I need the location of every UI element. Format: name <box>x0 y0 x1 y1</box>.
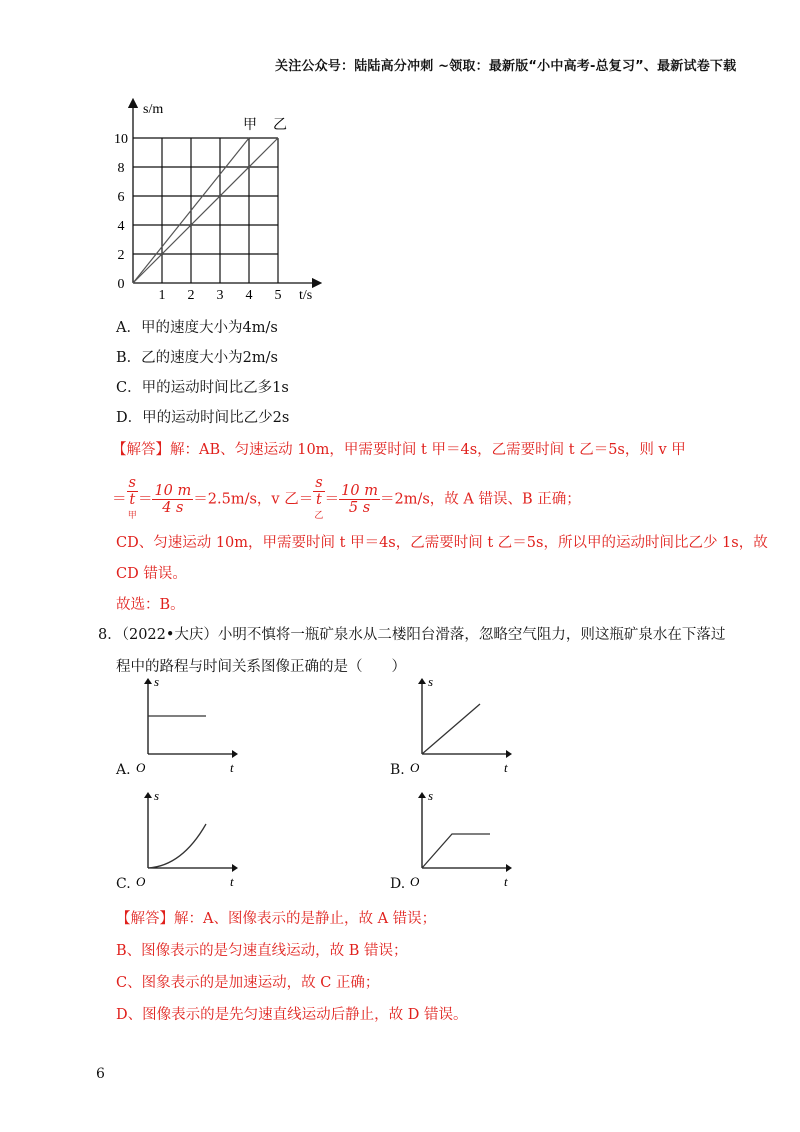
graph-t-arrow <box>232 750 238 758</box>
graph-s-arrow <box>418 678 426 684</box>
line-label-yi: 乙 <box>273 118 287 133</box>
graph-t-arrow <box>506 750 512 758</box>
q8-graph-d <box>406 786 526 896</box>
y-tick-label: 0 <box>117 277 125 292</box>
graph-d-line <box>422 834 490 868</box>
graph-t-arrow <box>232 864 238 872</box>
graph-origin-label: O <box>410 874 420 889</box>
q7-option-d: D．甲的运动时间比乙少2s <box>116 410 290 426</box>
q7-answer-line4: CD 错误。 <box>116 566 187 582</box>
graph-t-label: t <box>504 760 508 775</box>
q8-graph-b <box>406 672 526 782</box>
q7-option-b: B．乙的速度大小为2m/s <box>116 350 278 366</box>
page-header: 关注公众号：陆陆高分冲刺 ~领取：最新版“小中高考-总复习”、最新试卷下载 <box>275 59 737 74</box>
graph-s-label: s <box>154 788 160 803</box>
q8-answer-line3: C、图象表示的是加速运动，故 C 正确； <box>116 975 380 991</box>
graph-s-label: s <box>428 788 434 803</box>
graph-origin-label: O <box>410 760 420 775</box>
x-tick-label: 1 <box>158 288 166 303</box>
q8-graph-c <box>132 786 252 896</box>
q7-answer-line5: 故选：B。 <box>116 597 185 613</box>
graph-s-arrow <box>418 792 426 798</box>
graph-c-curve <box>148 824 206 868</box>
x-axis-label: t/s <box>299 288 313 303</box>
y-tick-label: 2 <box>117 248 125 263</box>
q8-option-b-label: B. <box>390 762 405 778</box>
q7-st-graph <box>105 95 335 305</box>
y-tick-label: 4 <box>117 219 125 234</box>
page-number: 6 <box>96 1066 105 1082</box>
x-tick-label: 3 <box>216 288 224 303</box>
q8-answer-line1: 【解答】解：A、图像表示的是静止，故 A 错误； <box>116 911 437 927</box>
series-line-1 <box>133 138 278 283</box>
y-axis-label: s/m <box>143 102 164 117</box>
graph-s-label: s <box>428 674 434 689</box>
y-tick-label: 6 <box>117 190 125 205</box>
line-label-jia: 甲 <box>243 118 257 133</box>
graph-origin-label: O <box>136 874 146 889</box>
graph-s-arrow <box>144 678 152 684</box>
graph-s-label: s <box>154 674 160 689</box>
x-tick-label: 5 <box>274 288 282 303</box>
q8-option-d-label: D. <box>390 876 406 892</box>
graph-origin-label: O <box>136 760 146 775</box>
q8-stem-line2: 程中的路程与时间关系图像正确的是（ ） <box>116 659 406 675</box>
graph-t-label: t <box>230 760 234 775</box>
q8-graph-a <box>132 672 252 782</box>
q7-answer-line1: 【解答】解：AB、匀速运动 10m，甲需要时间 t 甲＝4s，乙需要时间 t 乙＝5s，则 v 甲 <box>112 442 686 458</box>
x-tick-label: 2 <box>187 288 195 303</box>
graph-b-line <box>422 704 480 754</box>
q7-answer-line3: CD、匀速运动 10m，甲需要时间 t 甲＝4s，乙需要时间 t 乙＝5s，所以甲的运动时间比乙少 1s，故 <box>116 535 768 551</box>
graph-t-label: t <box>504 874 508 889</box>
q8-option-c-label: C. <box>116 876 131 892</box>
y-tick-label: 10 <box>114 132 128 147</box>
graph-t-arrow <box>506 864 512 872</box>
y-tick-label: 8 <box>117 161 125 176</box>
q8-option-a-label: A. <box>116 762 131 778</box>
q7-option-a: A．甲的速度大小为4m/s <box>116 320 278 336</box>
graph-t-label: t <box>230 874 234 889</box>
q7-option-c: C．甲的运动时间比乙多1s <box>116 380 289 396</box>
graph-s-arrow <box>144 792 152 798</box>
x-tick-label: 4 <box>245 288 253 303</box>
q8-answer-line4: D、图像表示的是先匀速直线运动后静止，故 D 错误。 <box>116 1007 468 1023</box>
q8-answer-line2: B、图像表示的是匀速直线运动，故 B 错误； <box>116 943 408 959</box>
q8-stem-line1: 8．（2022•大庆）小明不慎将一瓶矿泉水从二楼阳台滑落，忽略空气阻力，则这瓶矿泉水在下落过 <box>98 627 726 643</box>
q7-answer-formula: ＝ s t 甲 ＝ $\frac{10 m}{4 s}$ ＝2.5m/s，v 乙＝ s t 乙 ＝ $\frac{10 m}{5 s}$ ＝2m/s，故 A 错误、B 正确； <box>112 475 581 521</box>
